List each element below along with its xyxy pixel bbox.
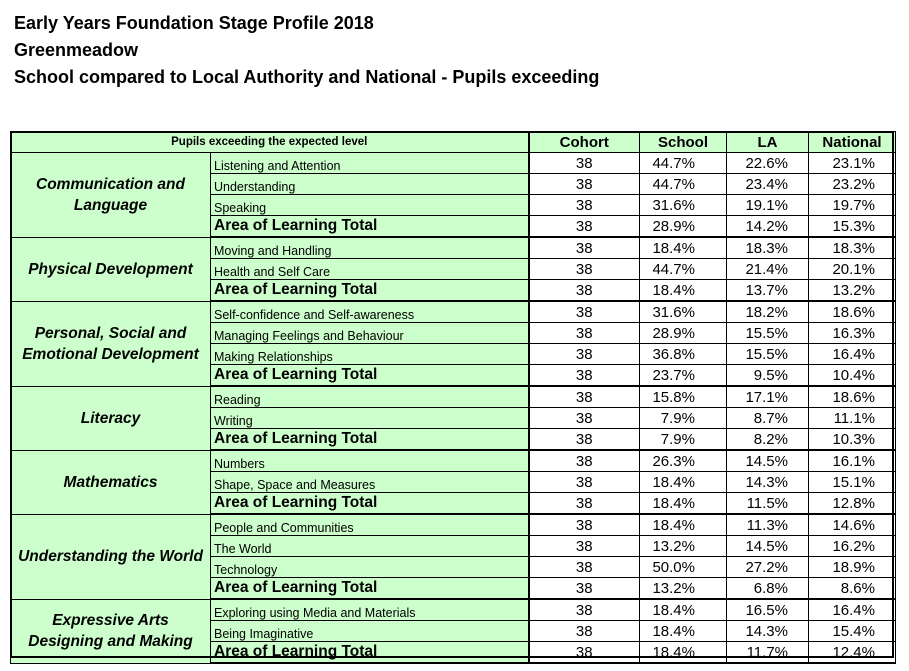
cohort-cell: 38 — [529, 599, 640, 621]
early-learning-goal-label: Understanding — [211, 174, 529, 195]
cohort-cell: 38 — [529, 344, 640, 365]
area-of-learning-label: Mathematics — [11, 450, 211, 514]
header-school: School — [640, 132, 727, 153]
school-cell: 18.4% — [640, 621, 727, 642]
area-total-label: Area of Learning Total — [211, 642, 529, 664]
cohort-cell: 38 — [529, 578, 640, 600]
header-national: National — [809, 132, 896, 153]
school-cell: 18.4% — [640, 599, 727, 621]
area-total-label: Area of Learning Total — [211, 429, 529, 451]
header-row — [11, 132, 896, 153]
cohort-cell: 38 — [529, 195, 640, 216]
early-learning-goal-label: Self-confidence and Self-awareness — [211, 301, 529, 323]
school-cell: 44.7% — [640, 153, 727, 174]
national-cell: 10.4% — [809, 365, 896, 387]
table-row — [11, 599, 896, 621]
report-subtitle: School compared to Local Authority and National - Pupils exceeding — [14, 67, 600, 87]
cohort-cell: 38 — [529, 280, 640, 302]
area-of-learning-label: Understanding the World — [11, 514, 211, 599]
report-title: Early Years Foundation Stage Profile 2018 — [14, 13, 374, 33]
area-total-label: Area of Learning Total — [211, 493, 529, 515]
national-cell: 18.6% — [809, 386, 896, 408]
area-total-label: Area of Learning Total — [211, 216, 529, 238]
early-learning-goal-label: People and Communities — [211, 514, 529, 536]
report-titles — [14, 10, 599, 91]
area-of-learning-label: Physical Development — [11, 237, 211, 301]
national-cell: 23.1% — [809, 153, 896, 174]
cohort-cell: 38 — [529, 557, 640, 578]
school-cell: 18.4% — [640, 642, 727, 664]
school-cell: 18.4% — [640, 472, 727, 493]
table-row — [11, 386, 896, 408]
school-cell: 18.4% — [640, 280, 727, 302]
national-cell: 16.2% — [809, 536, 896, 557]
cohort-cell: 38 — [529, 642, 640, 664]
cohort-cell: 38 — [529, 365, 640, 387]
national-cell: 8.6% — [809, 578, 896, 600]
area-total-label: Area of Learning Total — [211, 280, 529, 302]
school-cell: 50.0% — [640, 557, 727, 578]
early-learning-goal-label: The World — [211, 536, 529, 557]
early-learning-goal-label: Technology — [211, 557, 529, 578]
la-cell: 9.5% — [727, 365, 809, 387]
header-pupils-exceeding: Pupils exceeding the expected level — [11, 132, 529, 153]
school-cell: 28.9% — [640, 216, 727, 238]
la-cell: 22.6% — [727, 153, 809, 174]
la-cell: 11.7% — [727, 642, 809, 664]
school-cell: 7.9% — [640, 429, 727, 451]
school-cell: 28.9% — [640, 323, 727, 344]
la-cell: 18.3% — [727, 237, 809, 259]
la-cell: 13.7% — [727, 280, 809, 302]
national-cell: 16.1% — [809, 450, 896, 472]
cohort-cell: 38 — [529, 153, 640, 174]
area-of-learning-label: Communication and Language — [11, 153, 211, 238]
la-cell: 6.8% — [727, 578, 809, 600]
area-of-learning-label: Personal, Social and Emotional Development — [11, 301, 211, 386]
cohort-cell: 38 — [529, 386, 640, 408]
early-learning-goal-label: Numbers — [211, 450, 529, 472]
cohort-cell: 38 — [529, 323, 640, 344]
area-of-learning-label: Expressive Arts Designing and Making — [11, 599, 211, 663]
table-row — [11, 301, 896, 323]
cohort-cell: 38 — [529, 216, 640, 238]
national-cell: 13.2% — [809, 280, 896, 302]
la-cell: 14.3% — [727, 621, 809, 642]
school-cell: 15.8% — [640, 386, 727, 408]
school-cell: 26.3% — [640, 450, 727, 472]
header-cohort: Cohort — [529, 132, 640, 153]
la-cell: 27.2% — [727, 557, 809, 578]
la-cell: 14.3% — [727, 472, 809, 493]
national-cell: 23.2% — [809, 174, 896, 195]
la-cell: 14.5% — [727, 536, 809, 557]
la-cell: 18.2% — [727, 301, 809, 323]
school-cell: 44.7% — [640, 174, 727, 195]
table-body — [11, 153, 896, 664]
cohort-cell: 38 — [529, 174, 640, 195]
national-cell: 18.3% — [809, 237, 896, 259]
school-name: Greenmeadow — [14, 40, 139, 60]
school-cell: 18.4% — [640, 493, 727, 515]
cohort-cell: 38 — [529, 472, 640, 493]
cohort-cell: 38 — [529, 450, 640, 472]
early-learning-goal-label: Exploring using Media and Materials — [211, 599, 529, 621]
la-cell: 14.5% — [727, 450, 809, 472]
national-cell: 19.7% — [809, 195, 896, 216]
cohort-cell: 38 — [529, 259, 640, 280]
cohort-cell: 38 — [529, 429, 640, 451]
table-row — [11, 237, 896, 259]
national-cell: 11.1% — [809, 408, 896, 429]
school-cell: 31.6% — [640, 195, 727, 216]
la-cell: 15.5% — [727, 344, 809, 365]
la-cell: 11.3% — [727, 514, 809, 536]
la-cell: 17.1% — [727, 386, 809, 408]
early-learning-goal-label: Writing — [211, 408, 529, 429]
results-table — [10, 131, 896, 664]
table-row — [11, 153, 896, 174]
school-cell: 13.2% — [640, 578, 727, 600]
cohort-cell: 38 — [529, 514, 640, 536]
national-cell: 16.4% — [809, 599, 896, 621]
area-total-label: Area of Learning Total — [211, 365, 529, 387]
school-cell: 13.2% — [640, 536, 727, 557]
la-cell: 15.5% — [727, 323, 809, 344]
cohort-cell: 38 — [529, 408, 640, 429]
school-cell: 36.8% — [640, 344, 727, 365]
cohort-cell: 38 — [529, 237, 640, 259]
cohort-cell: 38 — [529, 621, 640, 642]
national-cell: 15.3% — [809, 216, 896, 238]
early-learning-goal-label: Listening and Attention — [211, 153, 529, 174]
table-row — [11, 450, 896, 472]
la-cell: 23.4% — [727, 174, 809, 195]
la-cell: 14.2% — [727, 216, 809, 238]
la-cell: 19.1% — [727, 195, 809, 216]
early-learning-goal-label: Shape, Space and Measures — [211, 472, 529, 493]
school-cell: 18.4% — [640, 237, 727, 259]
national-cell: 10.3% — [809, 429, 896, 451]
cohort-cell: 38 — [529, 493, 640, 515]
national-cell: 14.6% — [809, 514, 896, 536]
national-cell: 16.4% — [809, 344, 896, 365]
early-learning-goal-label: Managing Feelings and Behaviour — [211, 323, 529, 344]
early-learning-goal-label: Speaking — [211, 195, 529, 216]
header-la: LA — [727, 132, 809, 153]
school-cell: 23.7% — [640, 365, 727, 387]
national-cell: 18.6% — [809, 301, 896, 323]
la-cell: 8.2% — [727, 429, 809, 451]
national-cell: 12.8% — [809, 493, 896, 515]
area-total-label: Area of Learning Total — [211, 578, 529, 600]
la-cell: 21.4% — [727, 259, 809, 280]
cohort-cell: 38 — [529, 536, 640, 557]
school-cell: 18.4% — [640, 514, 727, 536]
early-learning-goal-label: Moving and Handling — [211, 237, 529, 259]
la-cell: 11.5% — [727, 493, 809, 515]
early-learning-goal-label: Being Imaginative — [211, 621, 529, 642]
early-learning-goal-label: Health and Self Care — [211, 259, 529, 280]
area-of-learning-label: Literacy — [11, 386, 211, 450]
cohort-cell: 38 — [529, 301, 640, 323]
national-cell: 20.1% — [809, 259, 896, 280]
school-cell: 31.6% — [640, 301, 727, 323]
national-cell: 15.4% — [809, 621, 896, 642]
national-cell: 15.1% — [809, 472, 896, 493]
school-cell: 7.9% — [640, 408, 727, 429]
national-cell: 16.3% — [809, 323, 896, 344]
la-cell: 8.7% — [727, 408, 809, 429]
early-learning-goal-label: Making Relationships — [211, 344, 529, 365]
school-cell: 44.7% — [640, 259, 727, 280]
early-learning-goal-label: Reading — [211, 386, 529, 408]
table-row — [11, 514, 896, 536]
la-cell: 16.5% — [727, 599, 809, 621]
national-cell: 12.4% — [809, 642, 896, 664]
national-cell: 18.9% — [809, 557, 896, 578]
